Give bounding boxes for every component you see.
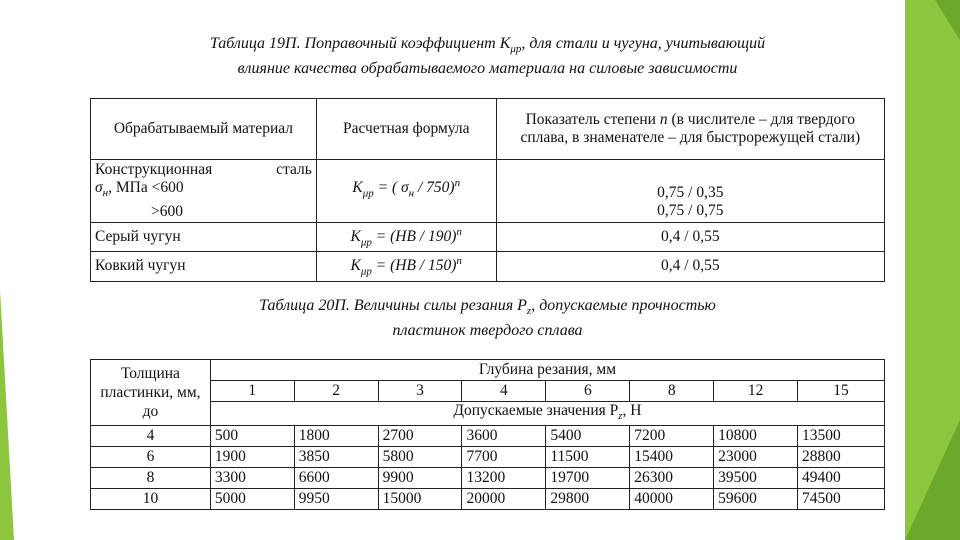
cell-exponent-steel: 0,75 / 0,35 0,75 / 0,75: [496, 160, 884, 223]
value-cell: 3600: [462, 426, 546, 447]
thickness-cell: 10: [91, 489, 211, 510]
value-cell: 15000: [378, 489, 462, 510]
cell-material-grey: Серый чугун: [91, 223, 317, 252]
value-cell: 2700: [378, 426, 462, 447]
header-material: Обрабатываемый материал: [91, 99, 317, 160]
table20-header-row-1: [91, 360, 885, 381]
header-exponent: Показатель степени n (в числителе – для твердого сплава, в знаменателе – для быстрорежущей стали): [496, 99, 884, 160]
table20: [90, 359, 885, 510]
table-row: [91, 447, 885, 468]
table19-caption: Таблица 19П. Поправочный коэффициент $K_{\mu р}$, для стали и чугуна, учитывающий влияние качества обрабатываемого материала на силовые зависимости: [209, 35, 766, 78]
cell-formula-grey: $K_{\mu р} = (HB / 190)^n$: [316, 223, 496, 252]
thickness-cell: 8: [91, 468, 211, 489]
value-cell: 7200: [630, 426, 714, 447]
value-cell: 28800: [798, 447, 885, 468]
value-cell: 5400: [546, 426, 630, 447]
table-row: [91, 468, 885, 489]
value-cell: 40000: [630, 489, 714, 510]
value-cell: 1900: [210, 447, 294, 468]
value-cell: 11500: [546, 447, 630, 468]
depth-cell: 12: [714, 381, 798, 402]
value-cell: 13500: [798, 426, 885, 447]
value-cell: 29800: [546, 489, 630, 510]
depth-cell: 4: [462, 381, 546, 402]
value-cell: 13200: [462, 468, 546, 489]
value-cell: 59600: [714, 489, 798, 510]
green-left-sliver: [0, 290, 14, 540]
value-cell: 5800: [378, 447, 462, 468]
value-cell: 15400: [630, 447, 714, 468]
header-allowed-values: Допускаемые значения $P_z$, Н: [210, 402, 884, 426]
value-cell: 20000: [462, 489, 546, 510]
value-cell: 7700: [462, 447, 546, 468]
green-band: [905, 0, 960, 540]
thickness-cell: 4: [91, 426, 211, 447]
header-depth: Глубина резания, мм: [210, 360, 884, 381]
value-cell: 26300: [630, 468, 714, 489]
table19: [90, 98, 885, 282]
table19-row-steel: [91, 160, 885, 223]
depth-cell: 1: [210, 381, 294, 402]
value-cell: 9950: [294, 489, 378, 510]
value-cell: 39500: [714, 468, 798, 489]
value-cell: 23000: [714, 447, 798, 468]
cell-material-steel: Конструкционная сталь $\sigma_н$, МПа <600 >600: [91, 160, 317, 223]
value-cell: 49400: [798, 468, 885, 489]
depth-cell: 2: [294, 381, 378, 402]
green-corner-bottom: [905, 420, 960, 540]
value-cell: 500: [210, 426, 294, 447]
header-thickness: Толщина пластинки, мм, до: [91, 360, 211, 426]
value-cell: 1800: [294, 426, 378, 447]
value-cell: 6600: [294, 468, 378, 489]
depth-cell: 6: [546, 381, 630, 402]
depth-cell: 8: [630, 381, 714, 402]
cell-exponent-malleable: 0,4 / 0,55: [496, 252, 884, 281]
table-row: [91, 426, 885, 447]
cell-formula-steel: $K_{\mu р}$ = ( $\sigma_н / 750)^n$: [316, 160, 496, 223]
table20-depths-row: [91, 381, 885, 402]
value-cell: 9900: [378, 468, 462, 489]
cell-formula-malleable: $K_{\mu р} = (HB / 150)^n$: [316, 252, 496, 281]
thickness-cell: 6: [91, 447, 211, 468]
table20-allowed-row: [91, 402, 885, 426]
depth-cell: 3: [378, 381, 462, 402]
table-row: [91, 489, 885, 510]
cell-material-malleable: Ковкий чугун: [91, 252, 317, 281]
table19-row-malleable-iron: [91, 252, 885, 281]
table19-header-row: [91, 99, 885, 160]
cell-exponent-grey: 0,4 / 0,55: [496, 223, 884, 252]
value-cell: 19700: [546, 468, 630, 489]
table19-row-grey-iron: [91, 223, 885, 252]
value-cell: 74500: [798, 489, 885, 510]
table20-caption: Таблица 20П. Величины силы резания $P_z$, допускаемые прочностью пластинок твердого сплава: [259, 297, 716, 340]
green-corner-top: [905, 0, 960, 40]
depth-cell: 15: [798, 381, 885, 402]
header-formula: Расчетная формула: [316, 99, 496, 160]
value-cell: 3300: [210, 468, 294, 489]
value-cell: 5000: [210, 489, 294, 510]
value-cell: 10800: [714, 426, 798, 447]
value-cell: 3850: [294, 447, 378, 468]
